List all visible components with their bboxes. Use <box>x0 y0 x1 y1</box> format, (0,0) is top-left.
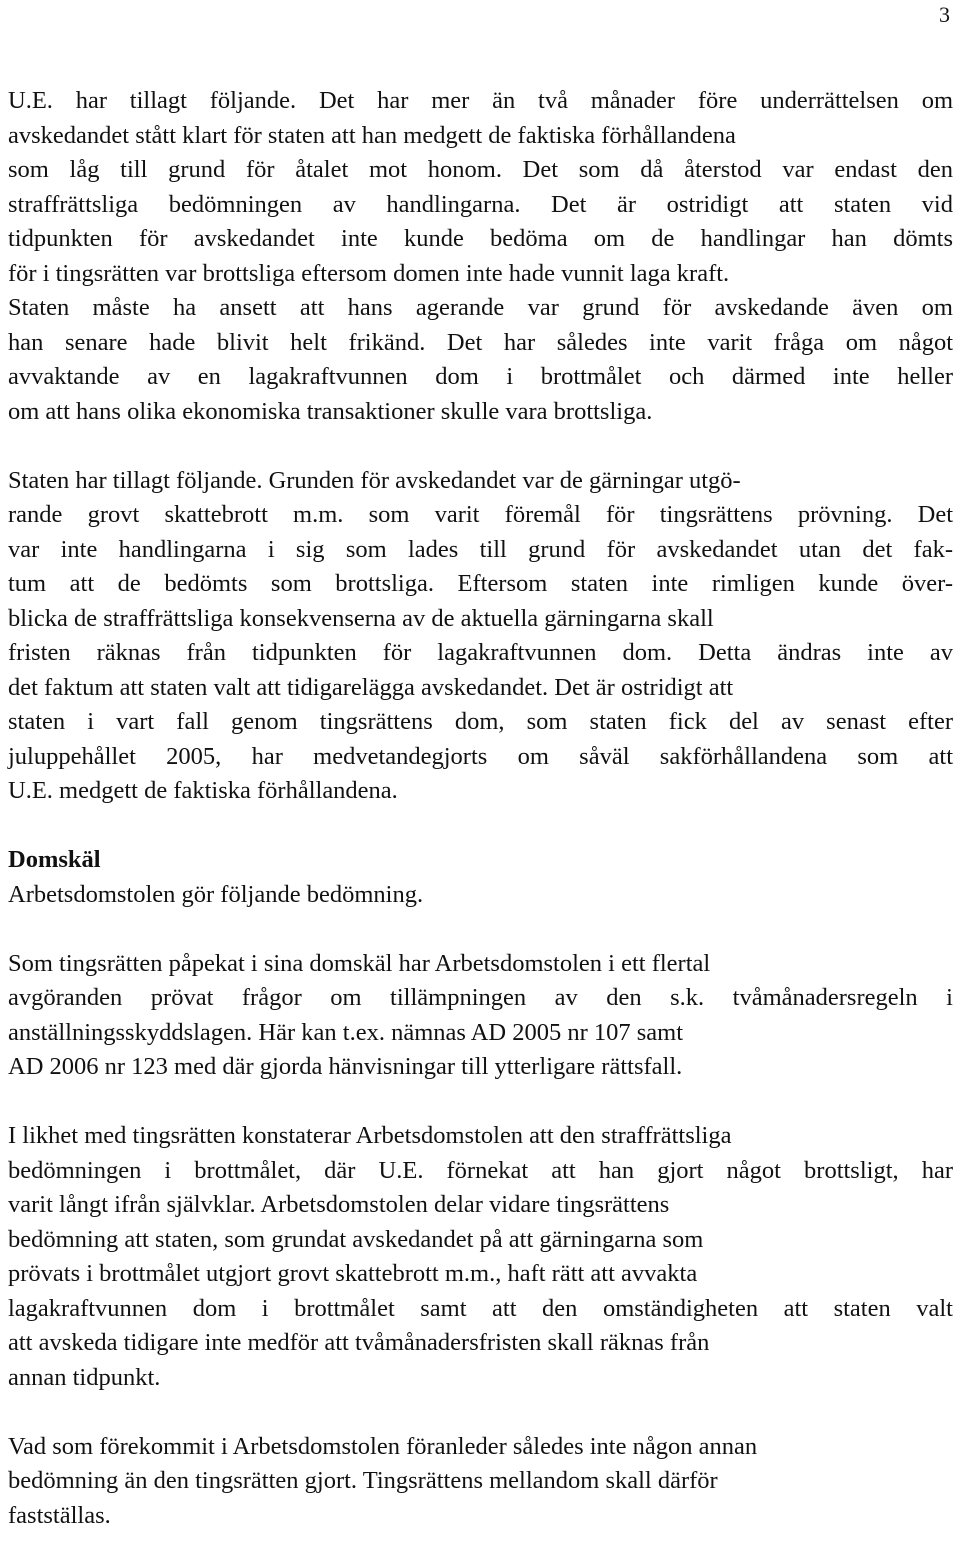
text-line: varit långt ifrån självklar. Arbetsdomstolen delar vidare tingsrättens <box>8 1191 670 1218</box>
text-line: prövats i brottmålet utgjort grovt skattebrott m.m., haft rätt att avvakta <box>8 1260 698 1287</box>
text-line: lagakraftvunnen dom i brottmålet samt att den omständigheten att staten valt <box>8 1294 953 1322</box>
text-line: Som tingsrätten påpekat i sina domskäl har Arbetsdomstolen i ett flertal <box>8 949 711 977</box>
paragraph-staten-statement <box>8 464 953 809</box>
section-intro: Arbetsdomstolen gör följande bedömning. <box>8 880 424 908</box>
paragraph-spacer <box>8 1395 953 1430</box>
text-line: avgöranden prövat frågor om tillämpningen av den s.k. tvåmånadersregeln i <box>8 984 953 1011</box>
text-line: Vad som förekommit i Arbetsdomstolen föranleder således inte någon annan <box>8 1432 758 1460</box>
text-line: avvaktande av en lagakraftvunnen dom i brottmålet och därmed inte heller <box>8 363 953 390</box>
paragraph-spacer <box>8 912 953 947</box>
text-line: blicka de straffrättsliga konsekvenserna av de aktuella gärningarna skall <box>8 604 714 632</box>
text-line: avskedandet stått klart för staten att han medgett de faktiska förhållandena <box>8 121 736 149</box>
text-line: U.E. medgett de faktiska förhållandena. <box>8 777 398 804</box>
paragraph-ue-statement <box>8 84 953 429</box>
text-line: I likhet med tingsrätten konstaterar Arbetsdomstolen att den straffrättsliga <box>8 1122 732 1149</box>
text-line: annan tidpunkt. <box>8 1363 161 1391</box>
text-line: Staten har tillagt följande. Grunden för avskedandet var de gärningar utgö- <box>8 466 741 494</box>
paragraph-spacer <box>8 429 953 464</box>
paragraph-spacer <box>8 1085 953 1120</box>
text-line: bedömning att staten, som grundat avskedandet på att gärningarna som <box>8 1225 704 1253</box>
text-line: rande grovt skattebrott m.m. som varit föremål för tingsrättens prövning. Det <box>8 501 953 528</box>
text-line: tum att de bedömts som brottsliga. Eftersom staten inte rimligen kunde över- <box>8 570 953 597</box>
section-heading: Domskäl <box>8 846 101 873</box>
paragraph-spacer <box>8 809 953 844</box>
text-line: bedömningen i brottmålet, där U.E. förnekat att han gjort något brottsligt, har <box>8 1156 953 1184</box>
text-line: U.E. har tillagt följande. Det har mer än två månader före underrättelsen om <box>8 87 953 114</box>
section-domskal <box>8 843 953 1533</box>
text-line: att avskeda tidigare inte medför att tvåmånadersfristen skall räknas från <box>8 1329 710 1356</box>
text-line: fristen räknas från tidpunkten för lagakraftvunnen dom. Detta ändras inte av <box>8 639 953 666</box>
text-line: straffrättsliga bedömningen av handlingarna. Det är ostridigt att staten vid <box>8 190 953 218</box>
paragraph-precedents <box>8 947 953 1085</box>
text-line: för i tingsrätten var brottsliga eftersom domen inte hade vunnit laga kraft. <box>8 259 730 287</box>
paragraph-assessment <box>8 1119 953 1395</box>
text-line: AD 2006 nr 123 med där gjorda hänvisningar till ytterligare rättsfall. <box>8 1053 683 1080</box>
text-line: staten i vart fall genom tingsrättens dom, som staten fick del av senast efter <box>8 708 953 735</box>
text-line: Staten måste ha ansett att hans agerande var grund för avskedande även om <box>8 294 953 321</box>
text-line: fastställas. <box>8 1501 111 1529</box>
text-line: anställningsskyddslagen. Här kan t.ex. nämnas AD 2005 nr 107 samt <box>8 1018 684 1046</box>
text-line: juluppehållet 2005, har medvetandegjorts om såväl sakförhållandena som att <box>8 742 953 770</box>
document-body <box>8 84 953 1533</box>
paragraph-conclusion <box>8 1430 953 1534</box>
text-line: som låg till grund för åtalet mot honom. Det som då återstod var endast den <box>8 156 953 183</box>
page-number: 3 <box>939 2 950 27</box>
text-line: tidpunkten för avskedandet inte kunde bedöma om de handlingar han dömts <box>8 225 953 252</box>
text-line: var inte handlingarna i sig som lades till grund för avskedandet utan det fak- <box>8 535 953 563</box>
text-line: det faktum att staten valt att tidigarelägga avskedandet. Det är ostridigt att <box>8 673 734 701</box>
text-line: om att hans olika ekonomiska transaktioner skulle vara brottsliga. <box>8 397 653 425</box>
text-line: han senare hade blivit helt frikänd. Det har således inte varit fråga om något <box>8 328 953 356</box>
text-line: bedömning än den tingsrätten gjort. Tingsrättens mellandom skall därför <box>8 1467 718 1494</box>
